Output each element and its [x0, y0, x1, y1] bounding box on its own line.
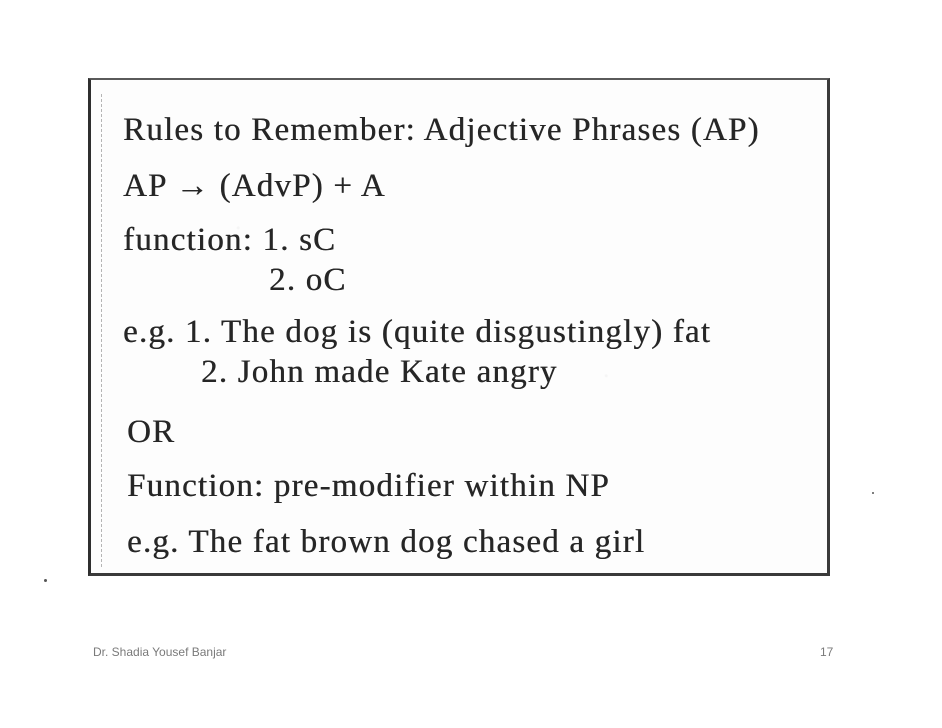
scan-speck [44, 579, 47, 582]
function-line-1: function: 1. sC [123, 222, 337, 258]
function-line-2: 2. oC [269, 262, 347, 298]
or-label: OR [127, 414, 176, 450]
ap-rule: AP → (AdvP) + A [123, 168, 386, 204]
page-number: 17 [820, 645, 834, 659]
rules-heading: Rules to Remember: Adjective Phrases (AP) [123, 112, 760, 148]
example-line-2: 2. John made Kate angry [201, 354, 558, 390]
footer-author: Dr. Shadia Yousef Banjar [93, 645, 227, 659]
example-premodifier: e.g. The fat brown dog chased a girl [127, 524, 646, 560]
scan-margin-line [101, 94, 102, 567]
scanned-rules-box [88, 78, 830, 576]
example-line-1: e.g. 1. The dog is (quite disgustingly) fat [123, 314, 712, 350]
function-premodifier: Function: pre-modifier within NP [127, 468, 610, 504]
scan-speck [872, 492, 874, 494]
